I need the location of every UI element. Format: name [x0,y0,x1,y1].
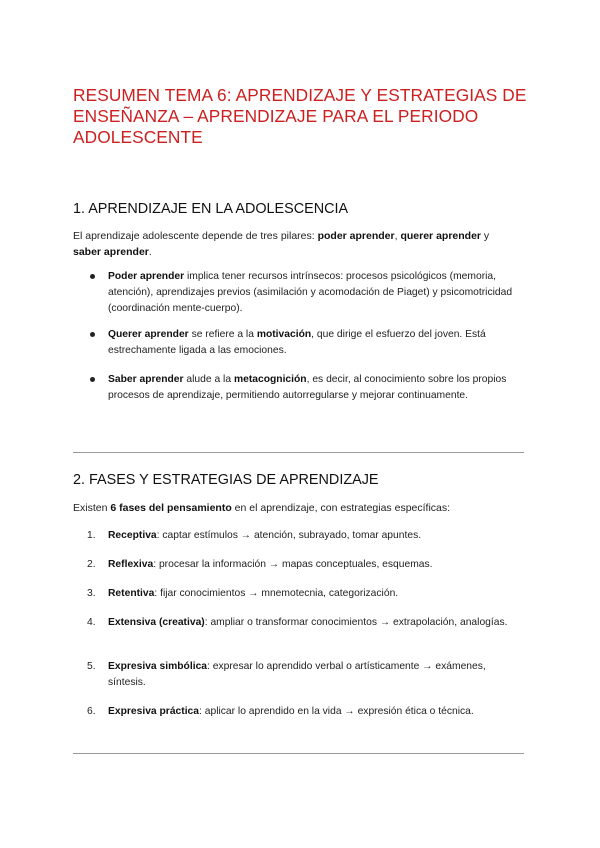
bullet-emphasis: metacognición [233,374,307,385]
intro-text: El aprendizaje adolescente depende de tres pilares: [73,230,318,242]
intro-term-poder: poder aprender [317,230,395,242]
item-term: Retentiva [108,588,155,599]
item-body: : captar estímulos → atención, subrayado, tomar apuntes. [156,530,422,541]
bullet-term: Saber aprender [108,374,184,385]
bullet-item-poder [73,269,523,317]
bullet-body: alude a la [183,374,234,385]
bullet-dot-icon [90,274,95,279]
item-body: : expresar lo aprendido verbal o artísticamente → exámenes, síntesis. [108,661,486,688]
item-body: : procesar la información → mapas conceptuales, esquemas. [153,559,433,570]
intro-text: , [394,230,401,242]
section-1-heading: 1. APRENDIZAJE EN LA ADOLESCENCIA [73,201,349,217]
intro-term-saber: saber aprender [73,246,149,258]
item-text [108,615,523,631]
intro-text: y [481,230,490,242]
item-body: : aplicar lo aprendido en la vida → expresión ética o técnica. [199,706,474,717]
numbered-item-1 [73,528,523,544]
item-term: Reflexiva [108,559,154,570]
bullet-term: Querer aprender [108,329,189,340]
item-term: Expresiva práctica [108,706,200,717]
bullet-text [108,327,523,359]
item-number: 4. [87,617,96,628]
intro-text: . [148,246,152,258]
numbered-item-5 [73,659,523,691]
item-body: : ampliar o transformar conocimientos → extrapolación, analogías. [204,617,508,628]
numbered-item-2 [73,557,523,573]
numbered-item-4 [73,615,523,631]
item-term: Extensiva (creativa) [108,617,205,628]
item-text [108,586,523,602]
item-number: 3. [87,588,96,599]
section-2-intro [73,500,518,516]
section-divider [73,753,524,754]
bullet-text [108,269,523,317]
section-2-heading: 2. FASES Y ESTRATEGIAS DE APRENDIZAJE [73,472,379,488]
intro-term-fases: 6 fases del pensamiento [110,502,232,514]
bullet-item-saber [73,372,523,404]
item-text [108,557,523,573]
item-number: 2. [87,559,96,570]
bullet-emphasis: motivación [256,329,312,340]
item-text [108,659,523,691]
item-term: Expresiva simbólica [108,661,208,672]
section-1-intro [73,228,518,260]
document-title: RESUMEN TEMA 6: APRENDIZAJE Y ESTRATEGIAS DE ENSEÑANZA – APRENDIZAJE PARA EL PERIODO ADOLESCENTE [73,85,527,147]
bullet-term: Poder aprender [108,271,185,282]
numbered-item-6 [73,704,523,720]
item-text [108,528,523,544]
item-term: Receptiva [108,530,157,541]
bullet-dot-icon [90,377,95,382]
bullet-body: se refiere a la [188,329,257,340]
bullet-body: implica tener recursos intrínsecos: procesos psicológicos (memoria, atención), aprendizajes previos (asimilación y acomodación de Piaget) y psicomotricidad (coordinación mente-cuerpo). [108,271,513,314]
intro-text: Existen [73,502,111,514]
bullet-item-querer [73,327,523,359]
item-body: : fijar conocimientos → mnemotecnia, categorización. [154,588,399,599]
intro-term-querer: querer aprender [400,230,481,242]
section-divider [73,452,524,453]
item-text [108,704,523,720]
item-number: 5. [87,661,96,672]
bullet-text [108,372,523,404]
intro-text: en el aprendizaje, con estrategias específicas: [231,502,451,514]
item-number: 1. [87,530,96,541]
bullet-dot-icon [90,332,95,337]
numbered-item-3 [73,586,523,602]
bullet-body: , es decir, al conocimiento sobre los propios procesos de aprendizaje, permitiendo autorregularse y mejorar continuamente. [108,374,507,401]
bullet-body: , que dirige el esfuerzo del joven. Está estrechamente ligada a las emociones. [108,329,486,356]
item-number: 6. [87,706,96,717]
